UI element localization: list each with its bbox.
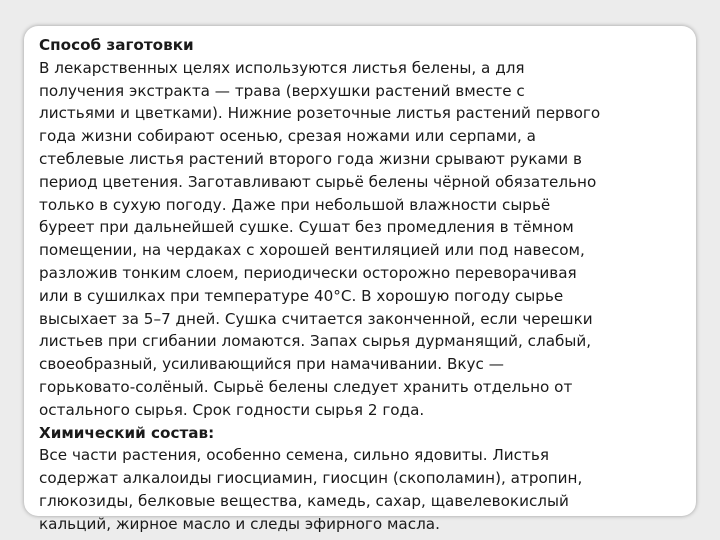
paragraph-line: получения экстракта — трава (верхушки растений вместе с xyxy=(39,81,525,100)
paragraph-line: стеблевые листья растений второго года жизни срывают руками в xyxy=(39,149,582,168)
paragraph-line: помещении, на чердаках с хорошей вентиляцией или под навесом, xyxy=(39,241,585,260)
paragraph-line: остального сырья. Срок годности сырья 2 года. xyxy=(39,400,425,419)
paragraph-line: кальций, жирное масло и следы эфирного масла. xyxy=(39,514,440,533)
paragraph-line: года жизни собирают осенью, срезая ножами или серпами, а xyxy=(39,127,536,146)
paragraph-line: только в сухую погоду. Даже при небольшой влажности сырьё xyxy=(39,195,551,214)
paragraph-line: или в сушилках при температуре 40°С. В хорошую погоду сырье xyxy=(39,286,564,305)
paragraph-line: своеобразный, усиливающийся при намачивании. Вкус — xyxy=(39,355,504,374)
section-heading-harvesting: Способ заготовки xyxy=(39,36,194,54)
paragraph-line: В лекарственных целях используются листья белены, а для xyxy=(39,58,525,77)
paragraph-line: содержат алкалоиды гиосциамин, гиосцин (скополамин), атропин, xyxy=(39,469,583,488)
paragraph-line: Все части растения, особенно семена, сильно ядовиты. Листья xyxy=(39,446,549,465)
paragraph-line: высыхает за 5–7 дней. Сушка считается законченной, если черешки xyxy=(39,309,593,328)
document-text xyxy=(39,34,686,536)
paragraph-line: глюкозиды, белковые вещества, камедь, сахар, щавелевокислый xyxy=(39,491,569,510)
content-card xyxy=(24,26,696,533)
section-heading-composition: Химический состав: xyxy=(39,423,215,442)
paragraph-line: горьковато-солёный. Сырьё белены следует хранить отдельно от xyxy=(39,377,573,396)
paragraph-line: листьев при сгибании ломаются. Запах сырья дурманящий, слабый, xyxy=(39,332,592,351)
paragraph-line: разложив тонким слоем, периодически осторожно переворачивая xyxy=(39,263,577,282)
paragraph-line: буреет при дальнейшей сушке. Сушат без промедления в тёмном xyxy=(39,218,574,237)
paragraph-line: период цветения. Заготавливают сырьё белены чёрной обязательно xyxy=(39,172,597,191)
paragraph-line: листьями и цветками). Нижние розеточные листья растений первого xyxy=(39,104,601,123)
